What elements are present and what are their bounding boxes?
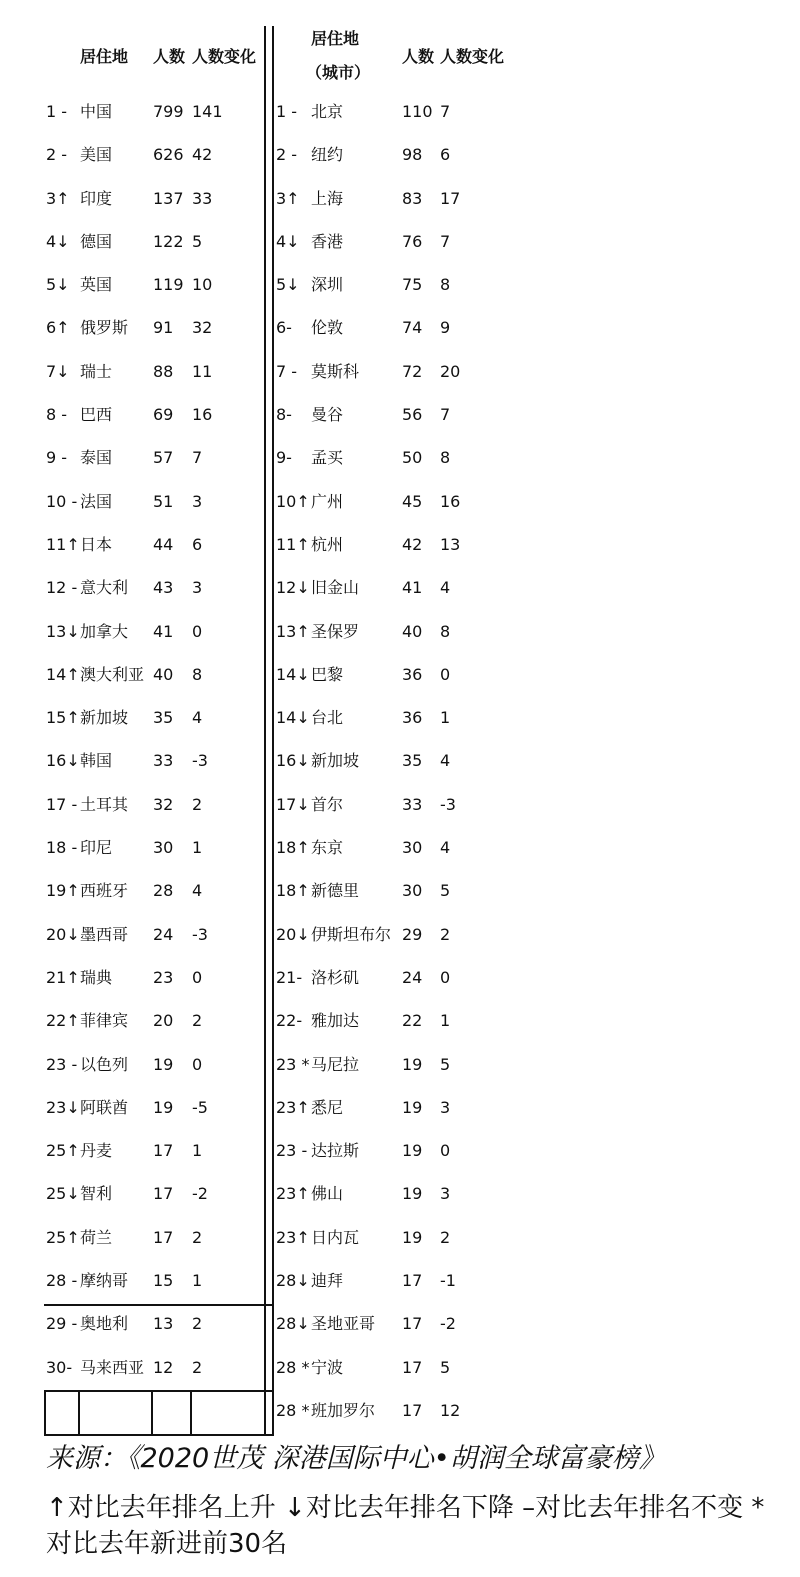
city-name: 新德里	[311, 881, 360, 901]
country-change: 42	[192, 145, 213, 165]
header-count: 人数	[153, 47, 186, 66]
country-rank: 2 -	[46, 145, 68, 165]
city-change: 7	[440, 102, 451, 121]
country-count: 88	[153, 361, 174, 381]
city-rank: 4↓	[276, 231, 300, 251]
city-rank: 7 -	[276, 361, 298, 381]
city-count: 41	[402, 578, 423, 598]
city-count: 30	[402, 881, 423, 901]
country-rank: 1 -	[46, 102, 68, 121]
country-name: 加拿大	[80, 621, 129, 641]
table-row	[0, 999, 800, 1042]
table-row	[0, 1172, 800, 1215]
header-city-sub: （城市）	[306, 63, 371, 82]
city-change: 7	[440, 231, 451, 251]
city-count: 24	[402, 967, 423, 987]
table-row	[0, 263, 800, 306]
city-name: 马尼拉	[311, 1054, 360, 1074]
city-name: 纽约	[311, 145, 344, 165]
city-rank: 23 -	[276, 1141, 308, 1161]
city-count: 45	[402, 491, 423, 511]
country-rank: 15↑	[46, 708, 80, 728]
city-rank: 23↑	[276, 1184, 310, 1204]
country-change: 10	[192, 275, 213, 295]
country-change: -3	[192, 924, 208, 944]
city-change: 8	[440, 448, 451, 468]
rank-table	[0, 90, 800, 1432]
table-row	[0, 436, 800, 479]
country-change: 5	[192, 231, 203, 251]
city-change: 2	[440, 1227, 451, 1247]
table-row	[0, 1129, 800, 1172]
city-rank: 10↑	[276, 491, 310, 511]
city-change: 12	[440, 1400, 461, 1420]
country-count: 28	[153, 881, 174, 901]
table-row	[0, 1346, 800, 1389]
country-count: 13	[153, 1314, 174, 1334]
city-count: 36	[402, 664, 423, 684]
city-rank: 11↑	[276, 534, 310, 554]
country-count: 40	[153, 664, 174, 684]
city-count: 19	[402, 1141, 423, 1161]
city-count: 19	[402, 1227, 423, 1247]
country-rank: 25↑	[46, 1141, 80, 1161]
city-change: 16	[440, 491, 461, 511]
city-rank: 23↑	[276, 1097, 310, 1117]
country-change: 1	[192, 838, 203, 858]
city-change: 4	[440, 751, 451, 771]
city-name: 班加罗尔	[311, 1400, 376, 1420]
country-count: 57	[153, 448, 174, 468]
legend-text: ↑对比去年排名上升 ↓对比去年排名下降 –对比去年排名不变 *对比去年新进前30名	[46, 1493, 765, 1559]
country-name: 智利	[80, 1184, 113, 1204]
country-change: 2	[192, 794, 203, 814]
city-change: -3	[440, 794, 456, 814]
country-change: 141	[192, 102, 223, 121]
city-rank: 28↓	[276, 1271, 310, 1291]
city-name: 台北	[311, 708, 344, 728]
table-row	[0, 1086, 800, 1129]
country-change: 4	[192, 708, 203, 728]
country-rank: 23↓	[46, 1097, 80, 1117]
table-row	[0, 306, 800, 349]
city-change: 3	[440, 1097, 451, 1117]
city-rank: 18↑	[276, 881, 310, 901]
city-count: 40	[402, 621, 423, 641]
city-name: 深圳	[311, 275, 344, 295]
city-rank: 18↑	[276, 838, 310, 858]
city-name: 北京	[311, 102, 344, 121]
country-rank: 20↓	[46, 924, 80, 944]
country-change: 33	[192, 188, 213, 208]
table-row	[0, 783, 800, 826]
city-rank: 28↓	[276, 1314, 310, 1334]
city-change: 0	[440, 1141, 451, 1161]
table-row	[0, 653, 800, 696]
source-text: 来源：《2020世茂 深港国际中心•胡润全球富豪榜》	[46, 1443, 666, 1474]
country-name: 泰国	[80, 448, 113, 468]
country-name: 菲律宾	[80, 1011, 129, 1031]
country-name: 英国	[80, 275, 113, 295]
city-name: 曼谷	[311, 405, 344, 425]
city-change: 13	[440, 534, 461, 554]
country-name: 阿联酋	[80, 1097, 129, 1117]
city-rank: 23↑	[276, 1227, 310, 1247]
country-change: 3	[192, 491, 203, 511]
country-name: 西班牙	[80, 881, 129, 901]
country-count: 19	[153, 1054, 174, 1074]
country-count: 17	[153, 1227, 174, 1247]
country-name: 俄罗斯	[80, 318, 129, 338]
table-row	[0, 220, 800, 263]
table-row	[0, 523, 800, 566]
country-rank: 4↓	[46, 231, 70, 251]
country-rank: 9 -	[46, 448, 68, 468]
country-name: 法国	[80, 491, 113, 511]
table-row	[0, 133, 800, 176]
country-rank: 18 -	[46, 838, 78, 858]
country-count: 122	[153, 231, 184, 251]
city-rank: 23 *	[276, 1054, 310, 1074]
city-name: 悉尼	[311, 1097, 344, 1117]
country-rank: 7↓	[46, 361, 70, 381]
city-count: 74	[402, 318, 423, 338]
country-rank: 19↑	[46, 881, 80, 901]
city-change: 5	[440, 1357, 451, 1377]
city-rank: 14↓	[276, 664, 310, 684]
city-change: 20	[440, 361, 461, 381]
city-name: 上海	[311, 188, 344, 208]
country-count: 20	[153, 1011, 174, 1031]
city-rank: 22-	[276, 1011, 303, 1031]
header-city-change: 人数变化	[440, 47, 505, 66]
country-count: 32	[153, 794, 174, 814]
city-name: 东京	[311, 838, 344, 858]
header-city-count: 人数	[402, 47, 435, 66]
city-change: 5	[440, 1054, 451, 1074]
city-name: 莫斯科	[311, 361, 360, 381]
city-name: 圣保罗	[311, 621, 360, 641]
country-count: 41	[153, 621, 174, 641]
city-count: 19	[402, 1097, 423, 1117]
city-change: -1	[440, 1271, 456, 1291]
country-change: 32	[192, 318, 213, 338]
country-count: 137	[153, 188, 184, 208]
country-rank: 14↑	[46, 664, 80, 684]
city-name: 旧金山	[311, 578, 360, 598]
country-count: 23	[153, 967, 174, 987]
city-rank: 6-	[276, 318, 292, 338]
country-name: 以色列	[80, 1054, 129, 1074]
city-count: 72	[402, 361, 423, 381]
city-count: 76	[402, 231, 423, 251]
city-count: 22	[402, 1011, 423, 1031]
country-count: 17	[153, 1141, 174, 1161]
header-place: 居住地	[80, 47, 129, 66]
city-count: 17	[402, 1357, 423, 1377]
city-name: 香港	[311, 231, 344, 251]
city-rank: 21-	[276, 967, 303, 987]
country-rank: 13↓	[46, 621, 80, 641]
country-name: 摩纳哥	[80, 1271, 129, 1291]
country-change: 11	[192, 361, 213, 381]
country-change: 1	[192, 1271, 203, 1291]
country-name: 德国	[80, 231, 113, 251]
country-change: 0	[192, 621, 203, 641]
table-row	[0, 177, 800, 220]
country-change: 2	[192, 1011, 203, 1031]
table-row	[0, 1389, 800, 1432]
city-change: 9	[440, 318, 451, 338]
city-change: 7	[440, 405, 451, 425]
city-count: 75	[402, 275, 423, 295]
country-rank: 16↓	[46, 751, 80, 771]
country-name: 丹麦	[80, 1141, 113, 1161]
country-count: 35	[153, 708, 174, 728]
city-name: 宁波	[311, 1357, 344, 1377]
city-name: 圣地亚哥	[311, 1314, 376, 1334]
city-change: 4	[440, 578, 451, 598]
city-name: 雅加达	[311, 1011, 360, 1031]
city-change: 0	[440, 664, 451, 684]
country-count: 24	[153, 924, 174, 944]
city-rank: 17↓	[276, 794, 310, 814]
table-row	[0, 393, 800, 436]
city-count: 56	[402, 405, 423, 425]
country-name: 奥地利	[80, 1314, 129, 1334]
city-count: 30	[402, 838, 423, 858]
city-count: 36	[402, 708, 423, 728]
city-change: 4	[440, 838, 451, 858]
country-change: -2	[192, 1184, 208, 1204]
country-name: 印度	[80, 188, 113, 208]
city-name: 伦敦	[311, 318, 344, 338]
country-change: 2	[192, 1314, 203, 1334]
city-rank: 12↓	[276, 578, 310, 598]
city-count: 19	[402, 1184, 423, 1204]
country-rank: 25↓	[46, 1184, 80, 1204]
country-change: 2	[192, 1357, 203, 1377]
country-rank: 28 -	[46, 1271, 78, 1291]
country-count: 799	[153, 102, 184, 121]
country-rank: 10 -	[46, 491, 78, 511]
city-change: 3	[440, 1184, 451, 1204]
city-change: 17	[440, 188, 461, 208]
country-rank: 25↑	[46, 1227, 80, 1247]
country-rank: 22↑	[46, 1011, 80, 1031]
city-count: 29	[402, 924, 423, 944]
city-count: 50	[402, 448, 423, 468]
country-name: 瑞典	[80, 967, 113, 987]
city-rank: 14↓	[276, 708, 310, 728]
country-change: 4	[192, 881, 203, 901]
city-change: 2	[440, 924, 451, 944]
table-row	[0, 1302, 800, 1345]
table-row	[0, 566, 800, 609]
table-row	[0, 1259, 800, 1302]
country-change: 2	[192, 1227, 203, 1247]
table-row	[0, 90, 800, 133]
table-row	[0, 826, 800, 869]
city-rank: 1 -	[276, 102, 298, 121]
city-name: 巴黎	[311, 664, 344, 684]
city-rank: 28 *	[276, 1400, 310, 1420]
country-name: 马来西亚	[80, 1357, 145, 1377]
country-count: 19	[153, 1097, 174, 1117]
city-name: 日内瓦	[311, 1227, 360, 1247]
table-row	[0, 610, 800, 653]
country-rank: 21↑	[46, 967, 80, 987]
country-name: 瑞士	[80, 361, 113, 381]
city-count: 33	[402, 794, 423, 814]
country-rank: 5↓	[46, 275, 70, 295]
country-count: 69	[153, 405, 174, 425]
header-city-place: 居住地	[311, 29, 360, 48]
city-name: 杭州	[311, 534, 344, 554]
country-rank: 17 -	[46, 794, 78, 814]
country-count: 626	[153, 145, 184, 165]
table-row	[0, 869, 800, 912]
city-rank: 9-	[276, 448, 292, 468]
country-change: 8	[192, 664, 203, 684]
city-rank: 16↓	[276, 751, 310, 771]
city-change: 0	[440, 967, 451, 987]
city-count: 17	[402, 1271, 423, 1291]
country-count: 33	[153, 751, 174, 771]
city-count: 19	[402, 1054, 423, 1074]
country-change: 0	[192, 967, 203, 987]
country-change: 7	[192, 448, 203, 468]
country-rank: 23 -	[46, 1054, 78, 1074]
country-count: 91	[153, 318, 174, 338]
country-name: 荷兰	[80, 1227, 113, 1247]
country-change: -5	[192, 1097, 208, 1117]
city-change: 1	[440, 1011, 451, 1031]
table-row	[0, 1043, 800, 1086]
city-change: 1	[440, 708, 451, 728]
country-count: 51	[153, 491, 174, 511]
city-name: 广州	[311, 491, 344, 511]
country-rank: 12 -	[46, 578, 78, 598]
city-change: 6	[440, 145, 451, 165]
city-name: 孟买	[311, 448, 344, 468]
country-count: 119	[153, 275, 184, 295]
country-name: 日本	[80, 534, 113, 554]
city-name: 佛山	[311, 1184, 344, 1204]
city-name: 洛杉矶	[311, 967, 360, 987]
city-change: -2	[440, 1314, 456, 1334]
country-name: 新加坡	[80, 708, 129, 728]
city-rank: 2 -	[276, 145, 298, 165]
country-count: 17	[153, 1184, 174, 1204]
table-row	[0, 956, 800, 999]
country-count: 15	[153, 1271, 174, 1291]
city-name: 达拉斯	[311, 1141, 360, 1161]
city-count: 110	[402, 102, 433, 121]
country-rank: 8 -	[46, 405, 68, 425]
country-change: 0	[192, 1054, 203, 1074]
table-row	[0, 350, 800, 393]
country-rank: 29 -	[46, 1314, 78, 1334]
city-rank: 28 *	[276, 1357, 310, 1377]
table-row	[0, 913, 800, 956]
city-rank: 8-	[276, 405, 292, 425]
country-change: 3	[192, 578, 203, 598]
country-name: 韩国	[80, 751, 113, 771]
city-count: 17	[402, 1400, 423, 1420]
country-name: 印尼	[80, 838, 113, 858]
city-change: 5	[440, 881, 451, 901]
table-row	[0, 696, 800, 739]
city-count: 83	[402, 188, 423, 208]
country-change: 16	[192, 405, 213, 425]
country-change: 1	[192, 1141, 203, 1161]
country-name: 美国	[80, 145, 113, 165]
city-rank: 5↓	[276, 275, 300, 295]
table-row	[0, 739, 800, 782]
city-name: 新加坡	[311, 751, 360, 771]
city-name: 伊斯坦布尔	[311, 924, 392, 944]
city-change: 8	[440, 275, 451, 295]
country-name: 意大利	[80, 578, 129, 598]
country-count: 30	[153, 838, 174, 858]
country-name: 澳大利亚	[80, 664, 145, 684]
city-rank: 3↑	[276, 188, 300, 208]
city-count: 42	[402, 534, 423, 554]
city-count: 98	[402, 145, 423, 165]
city-count: 17	[402, 1314, 423, 1334]
table-row	[0, 1216, 800, 1259]
country-change: 6	[192, 534, 203, 554]
country-name: 中国	[80, 102, 113, 121]
country-rank: 11↑	[46, 534, 80, 554]
city-name: 迪拜	[311, 1271, 344, 1291]
country-change: -3	[192, 751, 208, 771]
header-change: 人数变化	[192, 47, 257, 66]
city-rank: 20↓	[276, 924, 310, 944]
city-change: 8	[440, 621, 451, 641]
country-rank: 30-	[46, 1357, 73, 1377]
country-rank: 3↑	[46, 188, 70, 208]
country-name: 土耳其	[80, 794, 129, 814]
country-name: 巴西	[80, 405, 113, 425]
table-row	[0, 480, 800, 523]
city-name: 首尔	[311, 794, 344, 814]
country-count: 43	[153, 578, 174, 598]
country-rank: 6↑	[46, 318, 70, 338]
city-count: 35	[402, 751, 423, 771]
country-count: 44	[153, 534, 174, 554]
country-name: 墨西哥	[80, 924, 129, 944]
country-count: 12	[153, 1357, 174, 1377]
city-rank: 13↑	[276, 621, 310, 641]
